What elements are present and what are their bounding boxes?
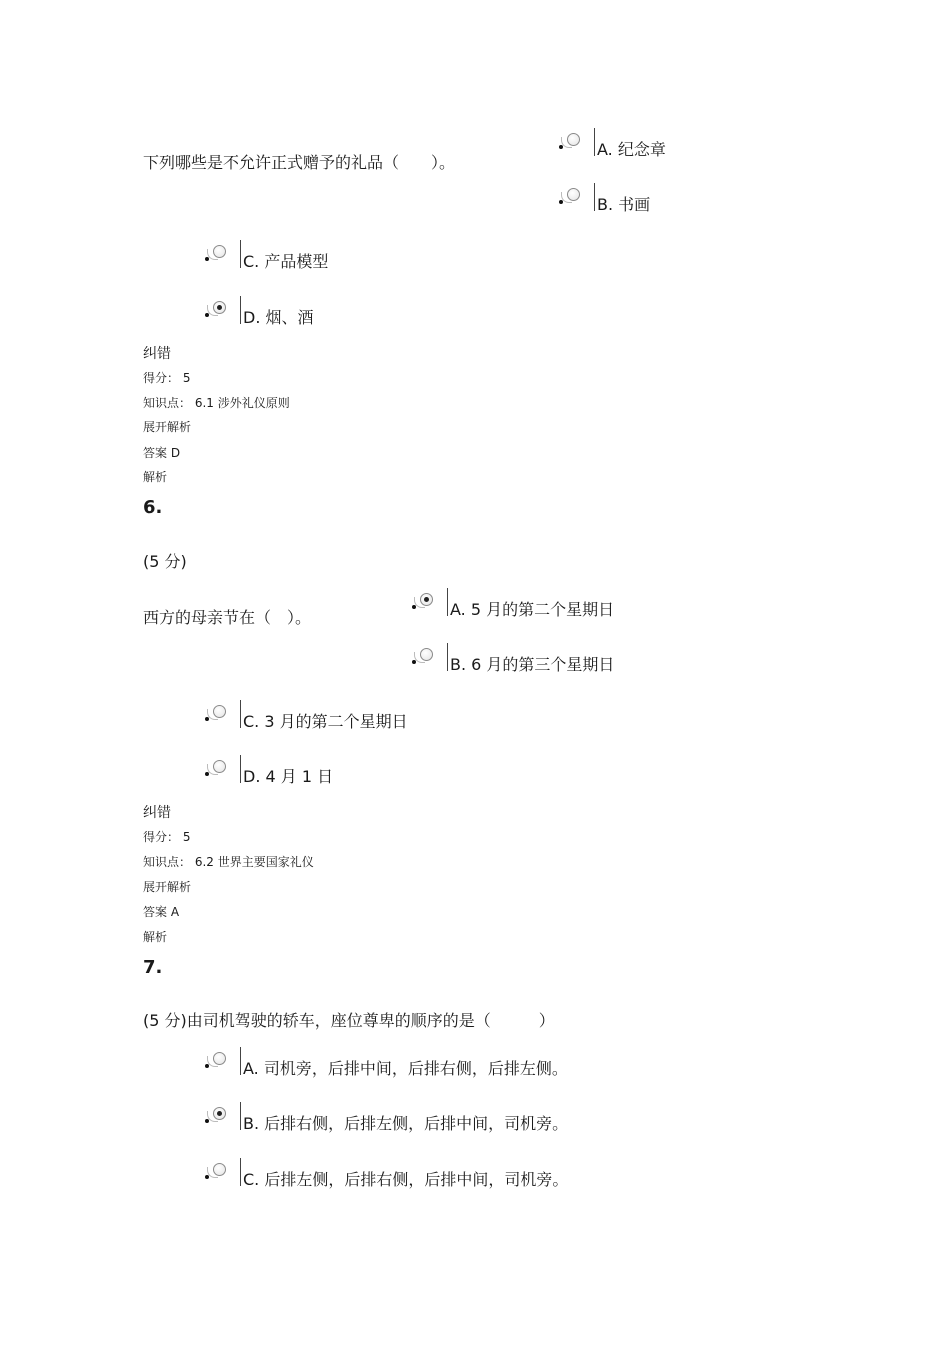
answer-text: 答案 D: [143, 446, 181, 460]
question-5-option-a[interactable]: [558, 130, 950, 164]
radio-button[interactable]: [411, 645, 447, 675]
question-7-option-c[interactable]: [204, 1160, 764, 1194]
correction-link[interactable]: 纠错: [143, 346, 171, 362]
option-label: A. 5 月的第二个星期日: [450, 600, 615, 619]
option-label: D. 烟、酒: [243, 308, 314, 327]
option-label: D. 4 月 1 日: [243, 767, 334, 786]
question-6-option-a[interactable]: [411, 590, 950, 624]
option-divider: [594, 128, 595, 156]
option-divider: [240, 1102, 241, 1130]
score-text: 得分： 5: [143, 371, 191, 385]
question-6-option-d[interactable]: [204, 757, 764, 791]
option-label: A. 纪念章: [597, 140, 666, 159]
option-divider: [447, 643, 448, 671]
option-divider: [240, 1047, 241, 1075]
radio-button[interactable]: [204, 1104, 240, 1134]
option-label: C. 产品模型: [243, 252, 329, 271]
radio-button[interactable]: [204, 242, 240, 272]
radio-button[interactable]: [558, 185, 594, 215]
question-7-number: 7.: [143, 957, 163, 978]
question-7-stem: (5 分)由司机驾驶的轿车，座位尊卑的顺序的是（ ）: [143, 1011, 555, 1030]
option-label: A. 司机旁，后排中间，后排右侧，后排左侧。: [243, 1059, 568, 1078]
question-5-option-c[interactable]: [204, 242, 764, 276]
correction-link[interactable]: 纠错: [143, 805, 171, 821]
option-divider: [240, 755, 241, 783]
radio-button[interactable]: [558, 130, 594, 160]
radio-button[interactable]: [204, 1049, 240, 1079]
radio-button[interactable]: [204, 702, 240, 732]
expand-analysis-link[interactable]: 展开解析: [143, 880, 192, 894]
question-7-option-a[interactable]: [204, 1049, 764, 1083]
answer-text: 答案 A: [143, 905, 180, 919]
question-6-option-b[interactable]: [411, 645, 950, 679]
option-label: B. 后排右侧，后排左侧，后排中间，司机旁。: [243, 1114, 569, 1133]
option-divider: [240, 700, 241, 728]
question-5-option-b[interactable]: [558, 185, 950, 219]
option-label: C. 后排左侧，后排右侧，后排中间，司机旁。: [243, 1170, 569, 1189]
option-divider: [240, 296, 241, 324]
option-label: C. 3 月的第二个星期日: [243, 712, 408, 731]
analysis-label: 解析: [143, 930, 168, 944]
option-divider: [240, 1158, 241, 1186]
score-text: 得分： 5: [143, 830, 191, 844]
option-divider: [240, 240, 241, 268]
question-7-option-b[interactable]: [204, 1104, 764, 1138]
knowledge-point: 知识点： 6.1 涉外礼仪原则: [143, 396, 290, 410]
question-6-number: 6.: [143, 497, 163, 518]
question-5-option-d[interactable]: [204, 298, 764, 332]
option-divider: [447, 588, 448, 616]
option-label: B. 6 月的第三个星期日: [450, 655, 615, 674]
radio-button[interactable]: [204, 757, 240, 787]
knowledge-point: 知识点： 6.2 世界主要国家礼仪: [143, 855, 314, 869]
question-6-stem: 西方的母亲节在（ ）。: [143, 608, 312, 627]
expand-analysis-link[interactable]: 展开解析: [143, 420, 192, 434]
radio-button[interactable]: [204, 298, 240, 328]
question-5-stem: 下列哪些是不允许正式赠予的礼品（ ）。: [143, 153, 456, 172]
analysis-label: 解析: [143, 470, 168, 484]
question-6-points: (5 分): [143, 552, 187, 571]
question-6-option-c[interactable]: [204, 702, 764, 736]
radio-button[interactable]: [411, 590, 447, 620]
option-divider: [594, 183, 595, 211]
radio-button[interactable]: [204, 1160, 240, 1190]
option-label: B. 书画: [597, 195, 651, 214]
